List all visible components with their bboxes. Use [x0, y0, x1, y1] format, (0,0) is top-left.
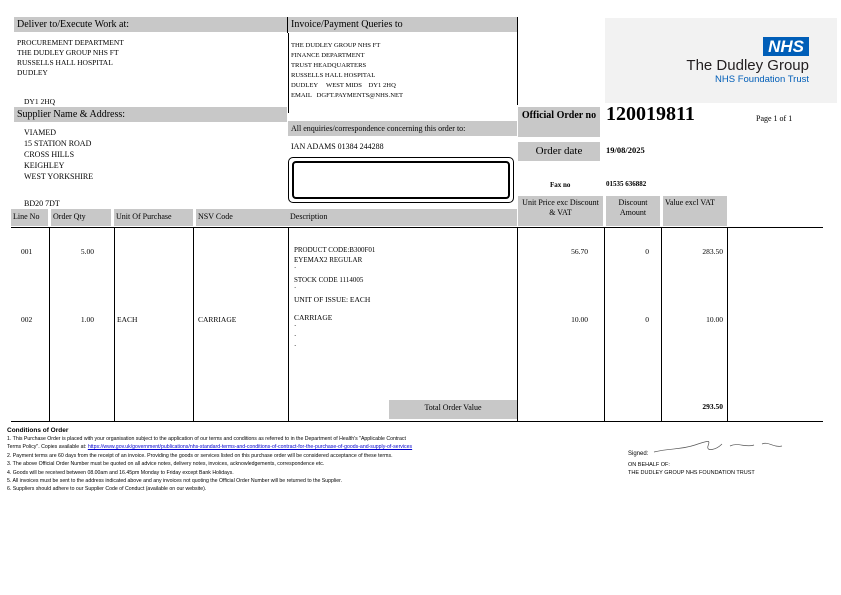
supplier-line: 15 STATION ROAD: [24, 139, 92, 148]
order-number: 120019811: [606, 103, 695, 125]
conditions: [7, 426, 412, 494]
row-qty: 1.00: [80, 315, 94, 324]
row-line-no: 002: [21, 315, 33, 324]
invoice-line: RUSSELLS HALL HOSPITAL: [291, 72, 376, 79]
order-date-label: Order date: [518, 142, 600, 161]
deliver-line: DUDLEY: [17, 68, 48, 77]
terms-link[interactable]: https://www.gov.uk/government/publications/nhs-standard-terms-and-conditions-of-contract-for-the-purchase-of-goods-and-supply-of-services: [87, 444, 413, 451]
row-price: 56.70: [571, 247, 588, 256]
col-unit: Unit Of Purchase: [114, 209, 193, 226]
behalf-label: ON BEHALF OF:: [628, 462, 670, 468]
supplier-postcode: BD20 7DT: [24, 199, 60, 208]
deliver-line: PROCUREMENT DEPARTMENT: [17, 38, 124, 47]
desc-line: STOCK CODE 1114005: [294, 276, 364, 284]
behalf-org: THE DUDLEY GROUP NHS FOUNDATION TRUST: [628, 470, 755, 476]
supplier-line: VIAMED: [24, 128, 56, 137]
supplier-header: Supplier Name & Address:: [14, 107, 287, 122]
signature-mark: [650, 436, 790, 456]
row-unit: EACH: [117, 315, 138, 324]
desc-line: CARRIAGE: [294, 313, 333, 322]
col-value: Value excl VAT: [663, 196, 727, 226]
col-description: Description: [288, 209, 517, 226]
deliver-line: RUSSELLS HALL HOSPITAL: [17, 58, 113, 67]
signed-label: Signed:: [628, 451, 649, 457]
row-nsv: CARRIAGE: [198, 315, 237, 324]
invoice-line: DUDLEY WEST MIDS DY1 2HQ: [291, 82, 396, 89]
trust-name: NHS Foundation Trust: [715, 74, 809, 85]
desc-line: `: [294, 286, 297, 294]
deliver-address: [17, 38, 124, 78]
invoice-line: TRUST HEADQUARTERS: [291, 62, 367, 69]
invoice-line: FINANCE DEPARTMENT: [291, 52, 365, 59]
deliver-header: Deliver to/Execute Work at:: [14, 17, 287, 32]
desc-line: `: [294, 323, 297, 332]
row-description: [294, 313, 332, 353]
supplier-address: [24, 127, 93, 182]
org-name: The Dudley Group: [686, 57, 809, 74]
row-qty: 5.00: [80, 247, 94, 256]
condition-item: 6. Suppliers should adhere to our Supplier Code of Conduct (available on our website).: [7, 486, 207, 493]
row-value: 283.50: [702, 247, 723, 256]
col-nsv: NSV Code: [196, 209, 288, 226]
desc-line: `: [294, 266, 297, 274]
row-description: [294, 245, 375, 305]
invoice-header: Invoice/Payment Queries to: [288, 17, 517, 32]
condition-item: 4. Goods will be received between 08.00am and 16.45pm Monday to Friday except Bank Holidays.: [7, 469, 234, 476]
nhs-lozenge: NHS: [763, 37, 809, 56]
col-line-no: Line No: [11, 209, 48, 226]
condition-item: 3. The above Official Order Number must be quoted on all advice notes, delivery notes, invoices, acknowledgements, correspondence etc.: [7, 461, 325, 468]
fax-label: Fax no: [550, 181, 571, 189]
col-order-qty: Order Qty: [51, 209, 111, 226]
supplier-line: CROSS HILLS: [24, 150, 75, 159]
col-unit-price: Unit Price exc Discount & VAT: [518, 196, 603, 226]
row-line-no: 001: [21, 247, 33, 256]
row-discount: 0: [645, 315, 649, 324]
invoice-line: THE DUDLEY GROUP NHS FT: [291, 42, 381, 49]
desc-line: `: [294, 343, 297, 352]
page-indicator: Page 1 of 1: [756, 114, 793, 123]
official-order-label: Official Order no: [518, 107, 600, 137]
invoice-line: EMAIL DGFT.PAYMENTS@NHS.NET: [291, 92, 404, 99]
supplier-line: KEIGHLEY: [24, 161, 65, 170]
desc-line: UNIT OF ISSUE: EACH: [294, 295, 371, 304]
invoice-address: [291, 41, 403, 101]
order-date: 19/08/2025: [606, 145, 645, 155]
fax-number: 01535 636882: [606, 180, 647, 188]
deliver-postcode: DY1 2HQ: [24, 97, 56, 106]
total-label: Total Order Value: [389, 400, 517, 419]
desc-line: PRODUCT CODE:B300F01: [294, 246, 376, 254]
condition-item: 5. All invoices must be sent to the address indicated above and any invoices not quoting the Official Order Number will be returned to the Supplier.: [7, 478, 342, 485]
col-discount: Discount Amount: [606, 196, 660, 226]
supplier-line: WEST YORKSHIRE: [24, 172, 94, 181]
condition-item: 1. This Purchase Order is placed with your organisation subject to the application of our terms and conditions as referred to in the Department of Health's "Applicable Contract: [7, 436, 406, 442]
total-value: 293.50: [702, 402, 723, 411]
condition-item: 2. Payment terms are 60 days from the receipt of an invoice. Providing the goods or services listed on this purchase order will be considered acceptance of these terms.: [7, 452, 393, 459]
enquiries-header: All enquiries/correspondence concerning this order to:: [288, 121, 517, 136]
enquiries-box: [288, 157, 514, 203]
row-price: 10.00: [571, 315, 588, 324]
condition-item: Terms Policy". Copies available at:: [7, 444, 88, 451]
enquiries-contact: IAN ADAMS 01384 244288: [291, 142, 384, 151]
deliver-line: THE DUDLEY GROUP NHS FT: [17, 48, 119, 57]
conditions-title: Conditions of Order: [7, 427, 69, 434]
desc-line: `: [294, 333, 297, 342]
row-value: 10.00: [706, 315, 723, 324]
desc-line: EYEMAX2 REGULAR: [294, 256, 363, 264]
nhs-logo: [605, 18, 837, 103]
row-discount: 0: [645, 247, 649, 256]
